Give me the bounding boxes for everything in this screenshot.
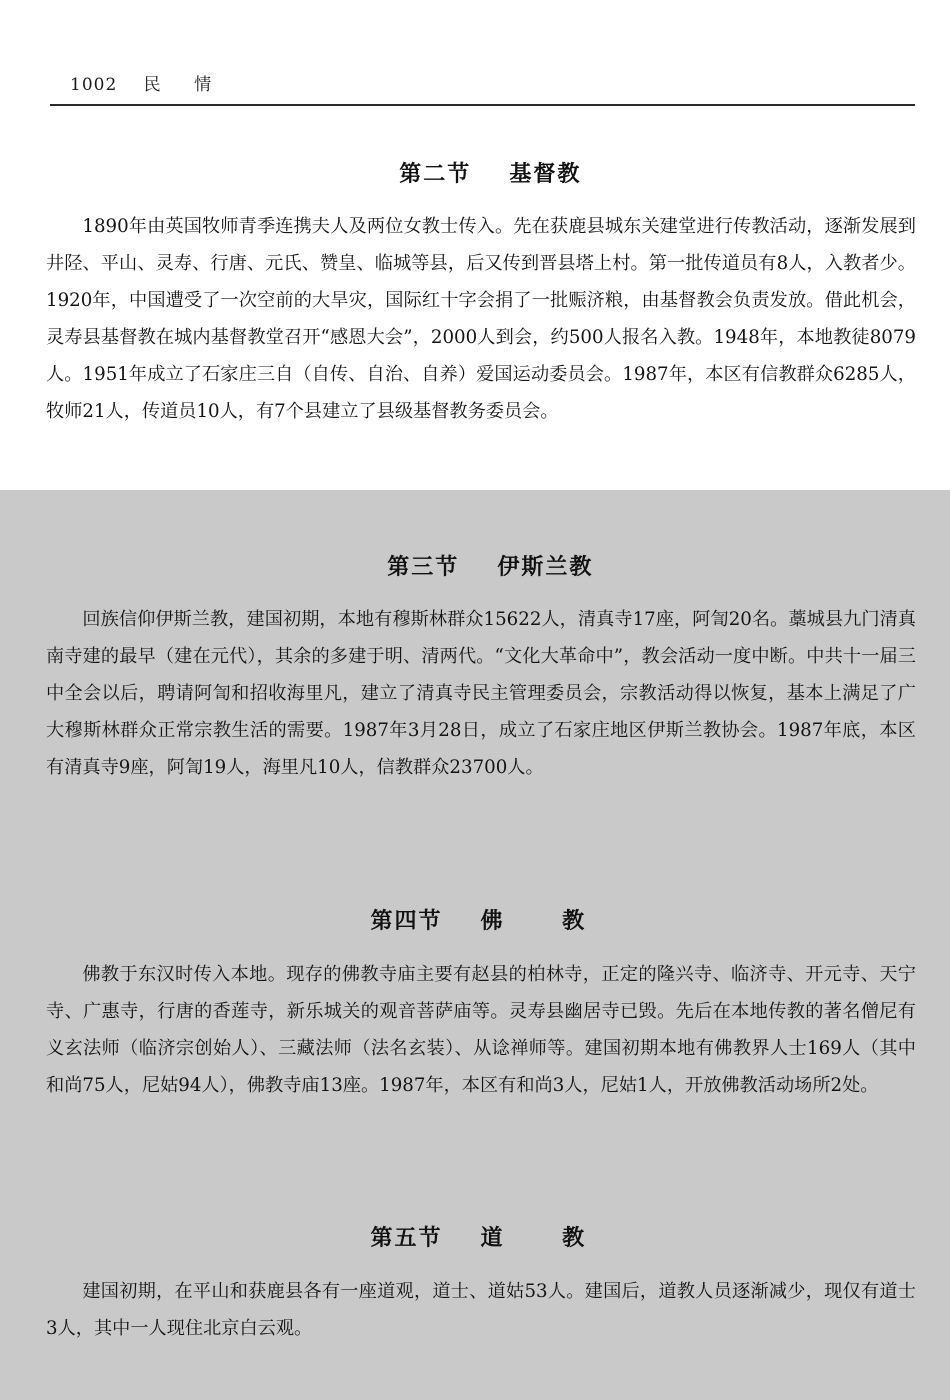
- section-body-christianity: 1890年由英国牧师青季连携夫人及两位女教士传入。先在获鹿县城东关建堂进行传教活动，逐渐发展到井陉、平山、灵寿、行唐、元氏、赞皇、临城等县，后又传到晋县塔上村。第一批传道员有8人，入教者少。1920年，中国遭受了一次空前的大旱灾，国际红十字会捐了一批赈济粮，由基督教会负责发放。借此机会，灵寿县基督教在城内基督教堂召开“感恩大会”，2000人到会，约500人报名入教。1948年，本地教徒8079人。1951年成立了石家庄三自（自传、自治、自养）爱国运动委员会。1987年，本区有信教群众6285人，牧师21人，传道员10人，有7个县建立了县级基督教务委员会。: [46, 216, 916, 422]
- section-heading-islam: [0, 524, 950, 607]
- section-heading-buddhism: [0, 878, 950, 961]
- section-body-buddhism: 佛教于东汉时传入本地。现存的佛教寺庙主要有赵县的柏林寺，正定的隆兴寺、临济寺、开元寺、天宁寺、广惠寺，行唐的香莲寺，新乐城关的观音菩萨庙等。灵寿县幽居寺已毁。先后在本地传教的著名僧尼有义玄法师（临济宗创始人）、三藏法师（法名玄装）、从谂禅师等。建国初期本地有佛教界人士169人（其中和尚75人，尼姑94人），佛教寺庙13座。1987年，本区有和尚3人，尼姑1人，开放佛教活动场所2处。: [46, 964, 916, 1096]
- section-body-taoism: 建国初期，在平山和获鹿县各有一座道观，道士、道姑53人。建国后，道教人员逐渐减少，现仅有道士3人，其中一人现住北京白云观。: [46, 1281, 916, 1339]
- section-title: 基督教: [509, 161, 582, 187]
- section-title: 道 教: [480, 1225, 611, 1251]
- section-heading-christianity: [0, 131, 950, 214]
- section-body-islam: 回族信仰伊斯兰教，建国初期，本地有穆斯林群众15622人，清真寺17座，阿訇20名。藁城县九门清真南寺建的最早（建在元代），其余的多建于明、清两代。“文化大革命中”，教会活动一度中断。中共十一届三中全会以后，聘请阿訇和招收海里凡，建立了清真寺民主管理委员会，宗教活动得以恢复，基本上满足了广大穆斯林群众正常宗教生活的需要。1987年3月28日，成立了石家庄地区伊斯兰教协会。1987年底，本区有清真寺9座，阿訇19人，海里凡10人，信教群众23700人。: [46, 609, 916, 778]
- section-label: 第四节: [370, 908, 443, 934]
- page-number: 1002: [70, 75, 118, 95]
- header-rule: [50, 104, 915, 106]
- section-title: 伊斯兰教: [497, 554, 594, 580]
- section-label: 第二节: [399, 161, 472, 187]
- section-heading-taoism: [0, 1195, 950, 1278]
- running-head: [70, 70, 225, 95]
- section-label: 第五节: [370, 1225, 443, 1251]
- section-title: 佛 教: [480, 908, 611, 934]
- book-section-title: 民 情: [143, 75, 226, 95]
- section-label: 第三节: [387, 554, 460, 580]
